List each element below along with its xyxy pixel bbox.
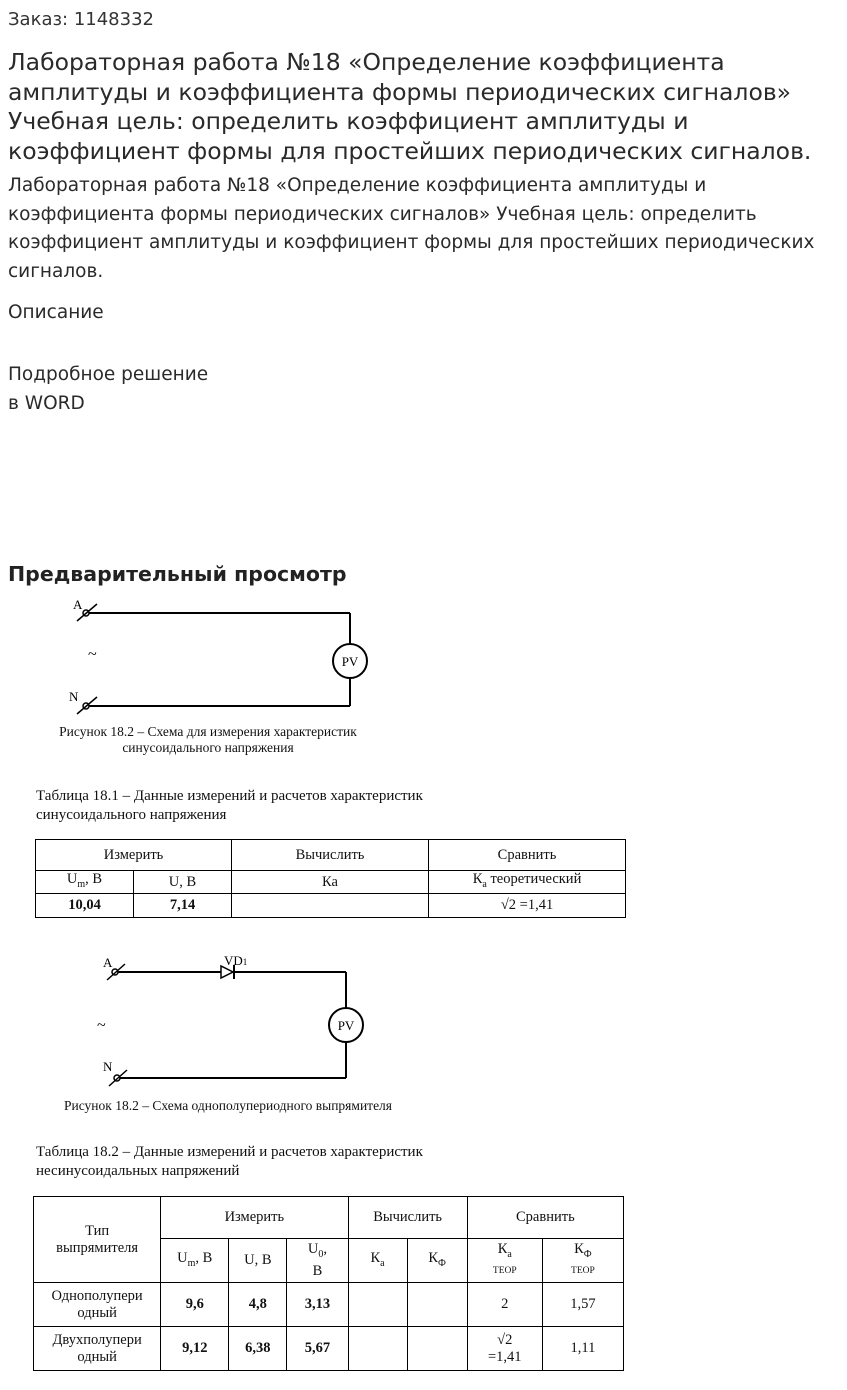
solution-line-2: в WORD: [8, 393, 85, 414]
table1-group-compare: Сравнить: [429, 840, 626, 871]
table2-header-kf: [407, 1239, 467, 1283]
figure1-label-n: N: [69, 689, 79, 704]
figure2-circuit-diagram: [0, 948, 440, 1088]
figure1-tilde: ~: [88, 646, 97, 663]
summary-text: Лабораторная работа №18 «Определение коэффициента амплитуды и коэффициента формы периодических сигналов» Учебная цель: определить коэффициент амплитуды и коэффициент формы для простейших периодических сигналов.: [8, 175, 815, 282]
figure1-caption-line2: синусоидального напряжения: [122, 740, 294, 755]
table2-row2-ka: [348, 1327, 407, 1371]
figure1-meter-label: PV: [341, 654, 359, 669]
table-row: [34, 1327, 624, 1371]
table1-caption-line2: синусоидального напряжения: [36, 807, 227, 823]
table1-header-ka-theor: [429, 871, 626, 894]
table2-header-u0: [287, 1239, 348, 1283]
table2-header-ka-theor-sub: а: [507, 1248, 512, 1260]
table2-header-um: [161, 1239, 229, 1283]
figure2-label-vd-sub: 1: [242, 957, 248, 967]
order-number: Заказ: 1148332: [8, 9, 154, 30]
preview-heading: Предварительный просмотр: [8, 562, 347, 586]
table2-row2-type: [34, 1327, 161, 1371]
figure2-label-vd: [224, 953, 247, 968]
figure2-label-a: A: [103, 955, 113, 970]
table2-group-calc: Вычислить: [348, 1197, 467, 1239]
table1-header-um-unit: , В: [85, 871, 103, 888]
page-title: Лабораторная работа №18 «Определение коэффициента амплитуды и коэффициента формы периодических сигналов» Учебная цель: определить коэффициент амплитуды и коэффициент формы для простейших периодических сигналов.: [8, 48, 812, 165]
table1-header-um: [36, 871, 134, 894]
figure1-caption: [28, 724, 388, 756]
table2-row2-kf-theor: 1,11: [542, 1327, 623, 1371]
table2-row2-ka-theor-line2: =1,41: [487, 1348, 522, 1365]
table2-header-um-main: U: [177, 1249, 188, 1266]
table2-header-u: U, В: [229, 1239, 287, 1283]
figure2-meter-label: PV: [337, 1018, 355, 1033]
table2-row1-type-line1: Однополупери: [51, 1287, 143, 1304]
table2-header-kf-theor-sub: Ф: [583, 1248, 592, 1260]
table1-cell-ka: [232, 894, 429, 918]
table2-header-kf-theor: [542, 1239, 623, 1283]
figure1-circuit-diagram: [0, 590, 420, 720]
table2: [33, 1196, 624, 1371]
table2-row1-u: 4,8: [229, 1283, 287, 1327]
table2-header-ka-sub: а: [380, 1257, 385, 1269]
table2-header-u0-unit: В: [312, 1262, 323, 1279]
table2-header-type-line2: выпрямителя: [56, 1239, 139, 1256]
table1: [35, 839, 626, 918]
table-row: [34, 1283, 624, 1327]
table1-header-ka-theor-main: К: [472, 871, 483, 888]
figure2-label-vd-main: VD: [224, 953, 243, 968]
table2-group-compare: Сравнить: [467, 1197, 623, 1239]
table2-header-ka-theor: [467, 1239, 542, 1283]
table1-cell-ka-theor-root: √2: [500, 897, 517, 913]
table1-header-ka-theor-sub: а: [482, 878, 487, 890]
table2-row2-type-line1: Двухполупери: [52, 1331, 142, 1348]
table2-header-um-unit: , В: [195, 1249, 213, 1266]
figure2-caption: Рисунок 18.2 – Схема однополупериодного выпрямителя: [64, 1098, 393, 1113]
table1-group-calc: Вычислить: [232, 840, 429, 871]
table2-caption-line2: несинусоидальных напряжений: [36, 1163, 240, 1179]
table2-header-um-sub: m: [187, 1257, 196, 1269]
description-label: Описание: [8, 302, 104, 323]
table2-header-u0-sub: 0: [318, 1248, 324, 1260]
table2-header-type: [34, 1197, 161, 1283]
table2-caption-line1: Таблица 18.2 – Данные измерений и расчетов характеристик: [36, 1144, 423, 1160]
table2-header-ka: [348, 1239, 407, 1283]
table1-header-ka-theor-rest: теоретический: [486, 871, 582, 888]
figure2-label-n: N: [103, 1059, 113, 1074]
table2-row2-ka-theor: [467, 1327, 542, 1371]
table2-group-measure: Измерить: [161, 1197, 348, 1239]
table2-row1-kf-theor: 1,57: [542, 1283, 623, 1327]
figure1-label-a: A: [73, 597, 83, 612]
table2-header-ka-main: К: [370, 1249, 381, 1266]
table2-row2-um: 9,12: [161, 1327, 229, 1371]
table2-row1-ka: [348, 1283, 407, 1327]
table2-row2-type-line2: одный: [77, 1348, 117, 1365]
table2-header-kf-theor-main: К: [574, 1241, 584, 1258]
table1-caption: [36, 787, 423, 825]
table2-header-kf-theor-tag: ТЕОР: [571, 1265, 595, 1276]
table1-cell-ka-theor: [429, 894, 626, 918]
table1-header-um-sub: m: [77, 878, 86, 890]
table2-header-kf-main: К: [428, 1249, 439, 1266]
table2-row1-type: [34, 1283, 161, 1327]
table1-cell-ka-theor-val: =1,41: [516, 897, 554, 913]
table2-row1-um: 9,6: [161, 1283, 229, 1327]
table2-row2-ka-theor-line1: √2: [497, 1331, 513, 1348]
table2-caption: [36, 1143, 423, 1181]
table2-header-ka-theor-tag: ТЕОР: [492, 1265, 517, 1276]
table2-header-kf-sub: Ф: [438, 1257, 446, 1269]
table2-row1-kf: [407, 1283, 467, 1327]
table1-header-ka: Ка: [232, 871, 429, 894]
table1-header-um-main: U: [66, 871, 78, 888]
figure2-tilde: ~: [97, 1017, 106, 1034]
table2-header-type-line1: Тип: [85, 1222, 110, 1239]
table2-row2-u: 6,38: [229, 1327, 287, 1371]
table1-header-u: U, В: [134, 871, 232, 894]
table1-caption-line1: Таблица 18.1 – Данные измерений и расчетов характеристик: [36, 788, 423, 804]
table1-cell-um: 10,04: [36, 894, 134, 918]
table2-row2-u0: 5,67: [287, 1327, 348, 1371]
solution-line-1: Подробное решение: [8, 364, 209, 385]
table1-cell-u: 7,14: [134, 894, 232, 918]
table1-group-measure: Измерить: [36, 840, 232, 871]
table2-header-u0-main: U: [307, 1241, 319, 1258]
table2-row1-ka-theor: 2: [467, 1283, 542, 1327]
table2-row1-u0: 3,13: [287, 1283, 348, 1327]
figure1-caption-line1: Рисунок 18.2 – Схема для измерения характеристик: [59, 724, 357, 739]
table2-header-ka-theor-main: К: [497, 1241, 508, 1258]
table2-row1-type-line2: одный: [77, 1304, 117, 1321]
table2-header-u0-comma: ,: [323, 1241, 328, 1258]
table2-row2-kf: [407, 1327, 467, 1371]
